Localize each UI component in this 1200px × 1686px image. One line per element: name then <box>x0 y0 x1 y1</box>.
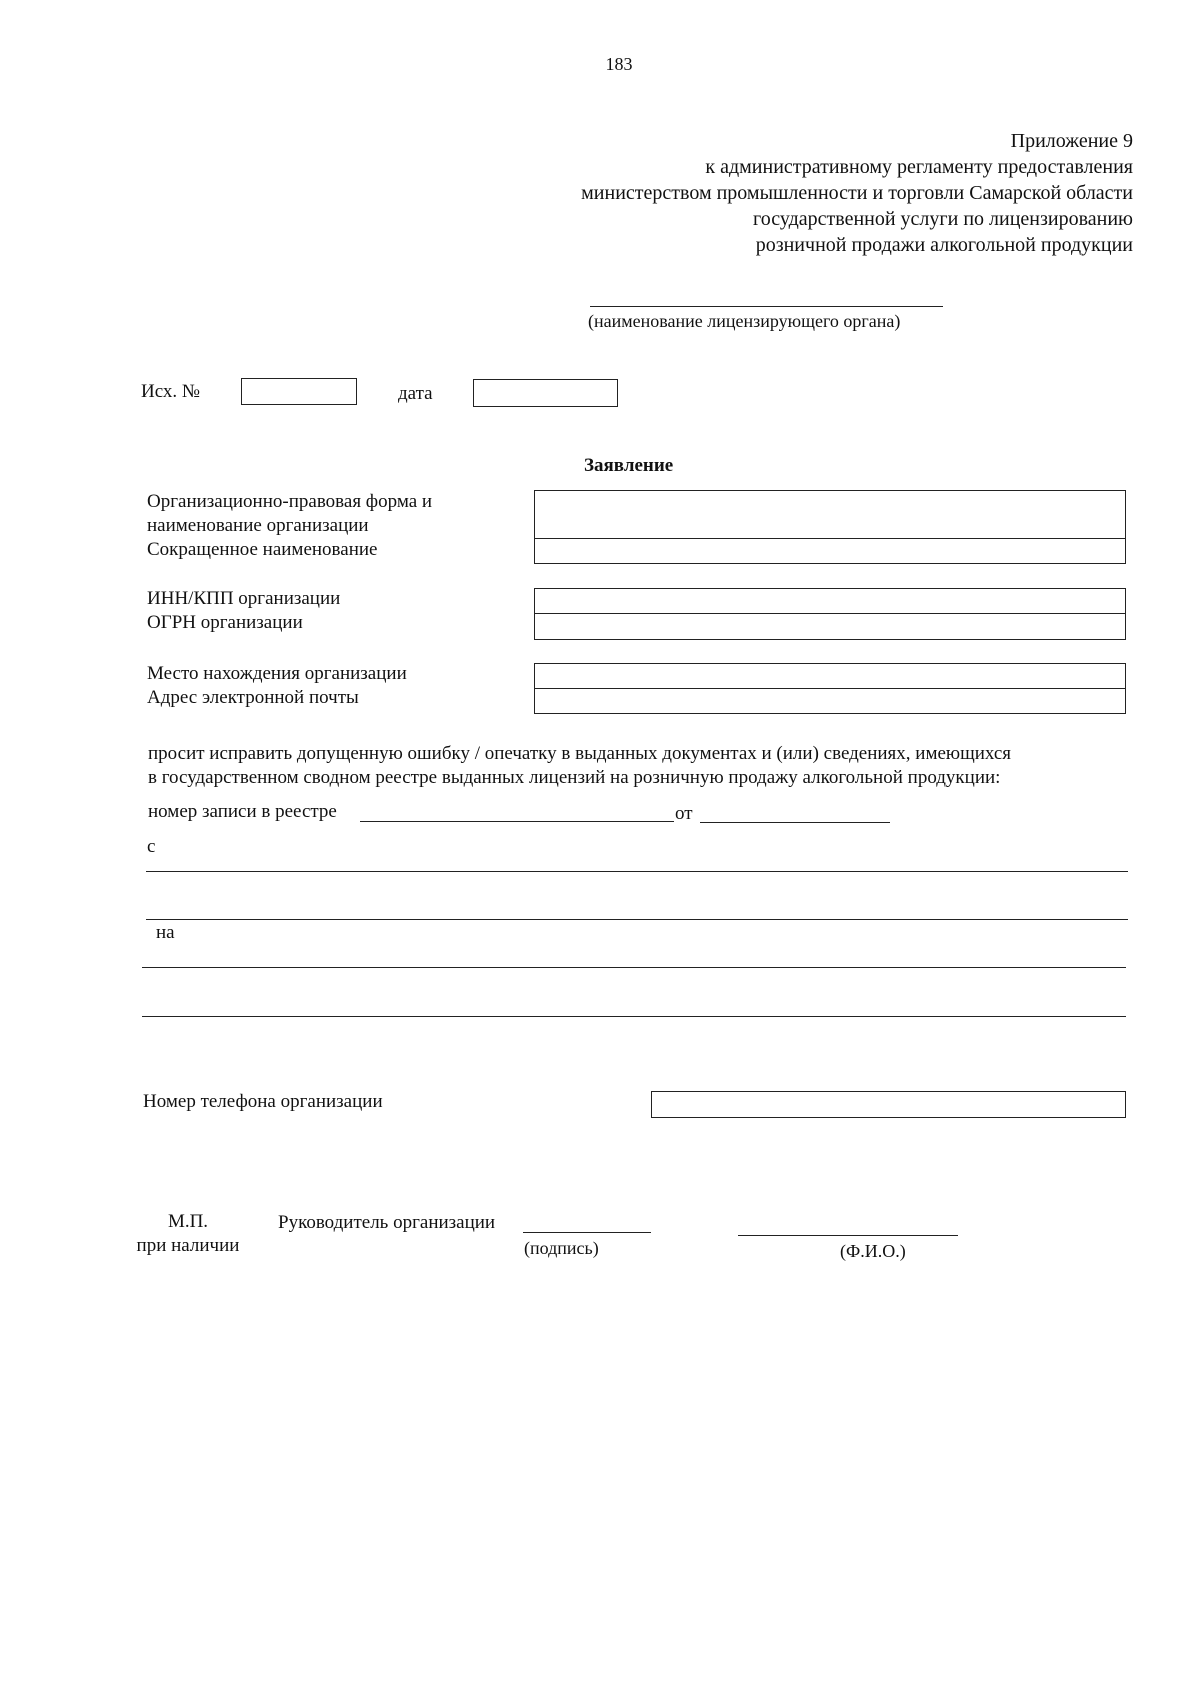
signature-line[interactable] <box>523 1232 651 1233</box>
stamp-label: М.П. <box>167 1211 209 1232</box>
org-short-name-field[interactable] <box>534 538 1126 564</box>
to-word: на <box>156 922 175 943</box>
registry-number-line[interactable] <box>360 821 674 822</box>
legal-form-label-line2: наименование организации <box>147 515 369 536</box>
stamp-note <box>118 1210 258 1258</box>
inn-kpp-field[interactable] <box>534 588 1126 614</box>
ogrn-field[interactable] <box>534 613 1126 640</box>
full-name-line[interactable] <box>738 1235 958 1236</box>
to-value-line-2[interactable] <box>142 1016 1126 1017</box>
appendix-line-5: розничной продажи алкогольной продукции <box>755 234 1133 256</box>
head-label: Руководитель организации <box>278 1212 496 1233</box>
registry-number-label: номер записи в реестре <box>148 801 337 822</box>
date-field[interactable] <box>473 379 618 407</box>
legal-form-label <box>147 490 432 562</box>
to-value-line-1[interactable] <box>142 967 1126 968</box>
page-number: 183 <box>605 54 633 74</box>
from-word: с <box>147 836 156 857</box>
registration-labels <box>147 587 340 635</box>
registry-from-label: от <box>675 803 693 824</box>
outgoing-number-field[interactable] <box>241 378 357 405</box>
inn-kpp-label: ИНН/КПП организации <box>147 588 341 609</box>
document-title: Заявление <box>584 455 674 476</box>
legal-form-label-line1: Организационно-правовая форма и <box>147 491 433 512</box>
authority-name-line[interactable] <box>590 306 943 307</box>
authority-caption: (наименование лицензирующего органа) <box>588 311 901 331</box>
appendix-header <box>581 128 1133 258</box>
signature-caption: (подпись) <box>524 1238 599 1258</box>
phone-label: Номер телефона организации <box>143 1091 383 1112</box>
location-label: Место нахождения организации <box>147 663 407 684</box>
full-name-caption: (Ф.И.О.) <box>840 1241 906 1261</box>
contact-labels <box>147 662 407 710</box>
email-field[interactable] <box>534 688 1126 714</box>
stamp-note-label: при наличии <box>136 1235 240 1256</box>
appendix-line-1: Приложение 9 <box>1010 130 1133 152</box>
request-line-2: в государственном сводном реестре выданных лицензий на розничную продажу алкогольной продукции: <box>148 767 1001 788</box>
appendix-line-2: к административному регламенту предоставления <box>705 156 1133 178</box>
date-label: дата <box>398 383 433 404</box>
appendix-line-4: государственной услуги по лицензированию <box>753 208 1133 230</box>
outgoing-number-label: Исх. № <box>141 381 201 402</box>
request-text <box>148 742 1011 790</box>
registry-date-line[interactable] <box>700 822 890 823</box>
appendix-line-3: министерством промышленности и торговли Самарской области <box>581 182 1133 204</box>
location-field[interactable] <box>534 663 1126 689</box>
email-label: Адрес электронной почты <box>147 687 359 708</box>
request-line-1: просит исправить допущенную ошибку / опечатку в выданных документах и (или) сведениях, имеющихся <box>148 743 1012 764</box>
from-value-line-1[interactable] <box>146 871 1128 872</box>
from-value-line-2[interactable] <box>146 919 1128 920</box>
ogrn-label: ОГРН организации <box>147 612 303 633</box>
short-name-label: Сокращенное наименование <box>147 539 378 560</box>
phone-field[interactable] <box>651 1091 1126 1118</box>
org-full-name-field[interactable] <box>534 490 1126 539</box>
